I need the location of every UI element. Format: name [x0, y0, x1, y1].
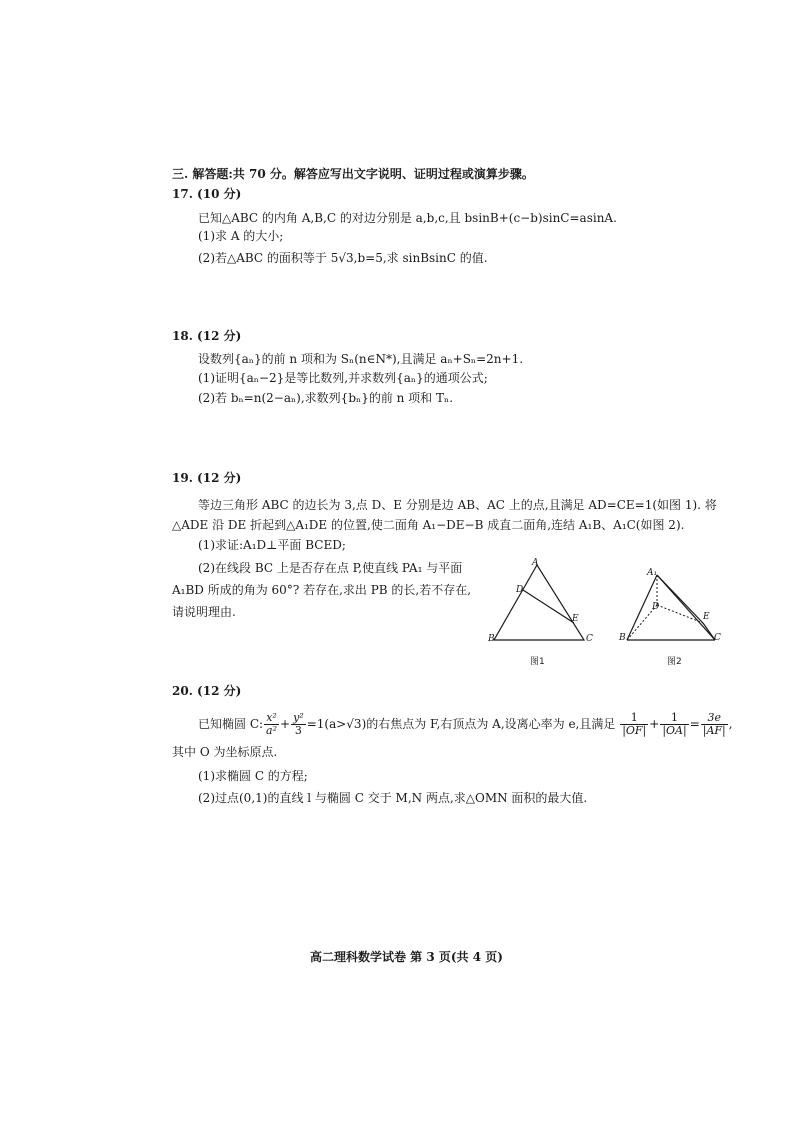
q20-number: 20. (12 分): [172, 684, 242, 698]
q20-stem: [198, 710, 733, 738]
fig1-segment-de: [523, 590, 574, 623]
q18-part2: (2)若 bₙ=n(2−aₙ),求数列{bₙ}的前 n 项和 Tₙ.: [198, 391, 454, 405]
ellipse-a2: a²: [266, 724, 278, 737]
q20-stem-mid: =1(a>√3)的右焦点为 F,右顶点为 A,设离心率为 e,且满足: [306, 717, 616, 731]
q17-stem: 已知△ABC 的内角 A,B,C 的对边分别是 a,b,c,且 bsinB+(c−b)sinC=asinA.: [198, 211, 617, 225]
q20-stem-prefix: 已知椭圆 C:: [198, 717, 264, 731]
fig1-label-d: D: [516, 585, 524, 595]
frac-af-num: 3e: [701, 712, 728, 725]
frac-of-den: |OF|: [622, 724, 647, 737]
fig2-segment-a1e: [657, 575, 703, 623]
frac-oa-den: |OA|: [662, 724, 687, 737]
equals-sign: =: [689, 717, 700, 731]
section-header: 三. 解答题:共 70 分。解答应写出文字说明、证明过程或演算步骤。: [172, 167, 534, 181]
q19-part2-line1: (2)在线段 BC 上是否存在点 P,使直线 PA₁ 与平面: [198, 561, 463, 575]
q18-stem: 设数列{aₙ}的前 n 项和为 Sₙ(n∈N*),且满足 aₙ+Sₙ=2n+1.: [198, 352, 524, 366]
q17-part2: (2)若△ABC 的面积等于 5√3,b=5,求 sinBsinC 的值.: [198, 251, 488, 265]
ellipse-x2: x²: [264, 712, 279, 725]
q17-part1: (1)求 A 的大小;: [198, 229, 284, 243]
fig2-label-b: B: [619, 633, 626, 643]
q19-part2-line2: A₁BD 所成的角为 60°? 若存在,求出 PB 的长,若不存在,: [172, 583, 472, 597]
fig1-label-b: B: [488, 634, 495, 644]
q20-stem-tail: 其中 O 为坐标原点.: [172, 745, 278, 759]
fig2-label-a1: A₁: [647, 568, 658, 578]
frac-of-num: 1: [620, 712, 648, 725]
figure-2: [615, 565, 725, 650]
q18-number: 18. (12 分): [172, 329, 242, 343]
q19-stem-line1: 等边三角形 ABC 的边长为 3,点 D、E 分别是边 AB、AC 上的点,且满足 AD=CE=1(如图 1). 将: [198, 498, 717, 512]
figure-1: [480, 555, 600, 655]
plus-sign: +: [280, 717, 291, 731]
fig2-label-e: E: [703, 612, 710, 622]
q20-part1: (1)求椭圆 C 的方程;: [198, 769, 308, 783]
fig1-label-a: A: [532, 558, 539, 568]
fig2-segment-de: [657, 605, 703, 623]
frac-af-den: |AF|: [702, 724, 726, 737]
q19-stem-line2: △ADE 沿 DE 折起到△A₁DE 的位置,使二面角 A₁−DE−B 成直二面角,连结 A₁B、A₁C(如图 2).: [172, 518, 685, 532]
q18-part1: (1)证明{aₙ−2}是等比数列,并求数列{aₙ}的通项公式;: [198, 371, 488, 385]
plus-sign-2: +: [649, 717, 660, 731]
frac-oa-num: 1: [660, 712, 688, 725]
ellipse-y2: y²: [293, 711, 304, 724]
q19-number: 19. (12 分): [172, 471, 242, 485]
ellipse-x-term: [264, 712, 279, 737]
fig2-caption: 图2: [667, 657, 682, 667]
ellipse-y-term: [291, 712, 306, 737]
fig1-caption: 图1: [530, 657, 545, 667]
fig1-label-e: E: [572, 614, 579, 624]
ellipse-3: 3: [294, 724, 302, 737]
frac-oa: [660, 712, 688, 737]
q19-part2-line3: 请说明理由.: [172, 605, 236, 619]
q19-part1: (1)求证:A₁D⊥平面 BCED;: [198, 538, 346, 552]
q17-number: 17. (10 分): [172, 187, 242, 201]
fig1-label-c: C: [586, 634, 593, 644]
q20-part2: (2)过点(0,1)的直线 l 与椭圆 C 交于 M,N 两点,求△OMN 面积的最大值.: [198, 791, 588, 805]
page-footer: 高二理科数学试卷 第 3 页(共 4 页): [310, 950, 503, 964]
fig1-triangle-abc: [494, 565, 584, 640]
frac-af: [701, 712, 728, 737]
fig2-label-c: C: [714, 633, 721, 643]
comma: ,: [728, 717, 733, 731]
frac-of: [620, 712, 648, 737]
fig2-label-d: D: [652, 602, 660, 612]
